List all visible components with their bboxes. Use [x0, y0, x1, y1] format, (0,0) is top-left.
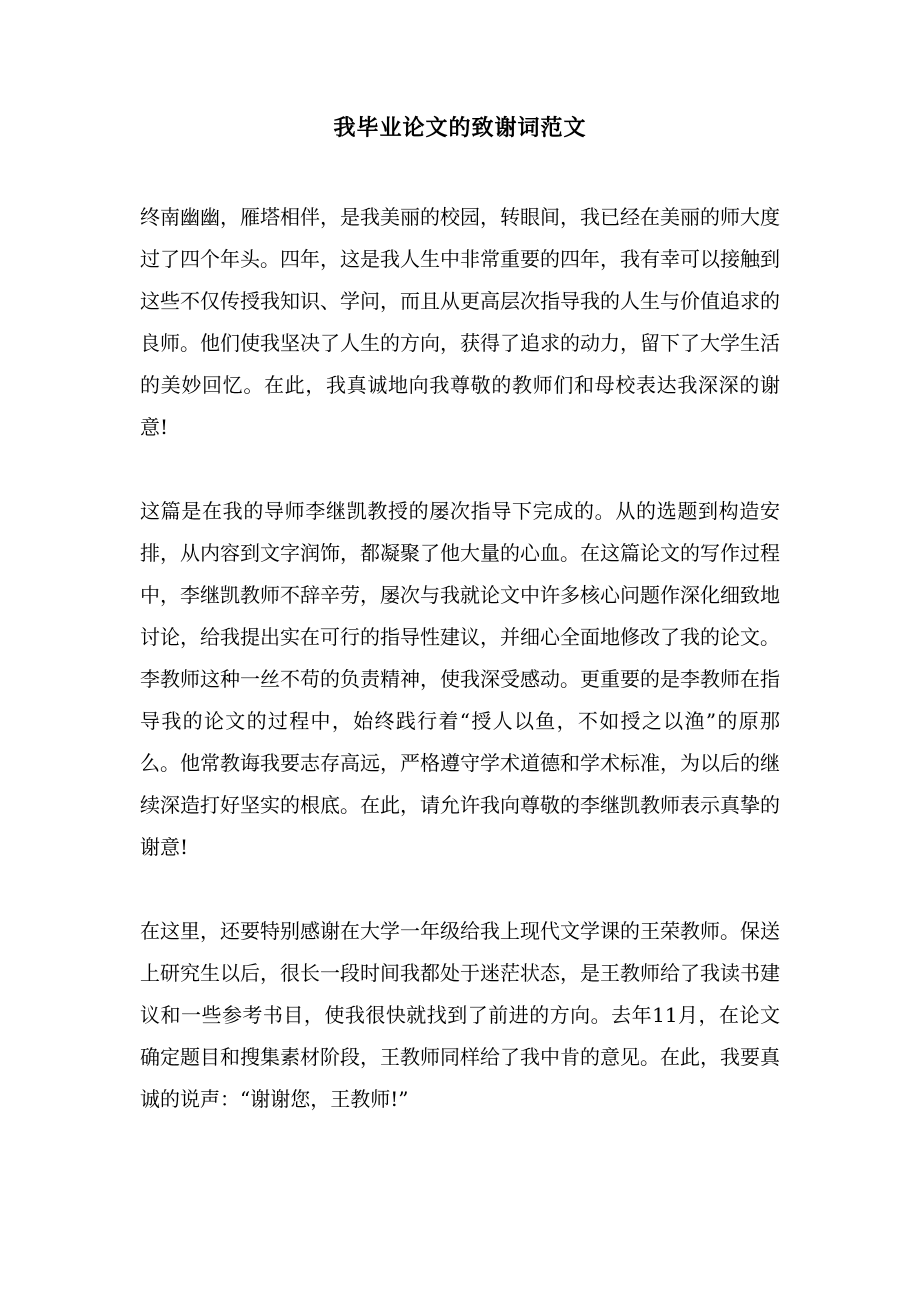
paragraph-teacher-gratitude: 在这里，还要特别感谢在大学一年级给我上现代文学课的王荣教师。保送上研究生以后，很长一段时间我都处于迷茫状态，是王教师给了我读书建议和一些参考书目，使我很快就找到了前进的方向。去年11月，在论文确定题目和搜集素材阶段，王教师同样给了我中肯的意见。在此，我要真诚的说声：“谢谢您，王教师!”: [140, 919, 780, 1111]
document-title: 我毕业论文的致谢词范文: [333, 115, 587, 141]
paragraph-campus-gratitude: 终南幽幽，雁塔相伴，是我美丽的校园，转眼间，我已经在美丽的师大度过了四个年头。四年，这是我人生中非常重要的四年，我有幸可以接触到这些不仅传授我知识、学问，而且从更高层次指导我的人生与价值追求的良师。他们使我坚决了人生的方向，获得了追求的动力，留下了大学生活的美妙回忆。在此，我真诚地向我尊敬的教师们和母校表达我深深的谢意!: [140, 205, 780, 439]
paragraph-advisor-gratitude: 这篇是在我的导师李继凯教授的屡次指导下完成的。从的选题到构造安排，从内容到文字润饰，都凝聚了他大量的心血。在这篇论文的写作过程中，李继凯教师不辞辛劳，屡次与我就论文中许多核心问题作深化细致地讨论，给我提出实在可行的指导性建议，并细心全面地修改了我的论文。李教师这种一丝不苟的负责精神，使我深受感动。更重要的是李教师在指导我的论文的过程中，始终践行着“授人以鱼，不如授之以渔”的原那么。他常教诲我要志存高远，严格遵守学术道德和学术标准，为以后的继续深造打好坚实的根底。在此，请允许我向尊敬的李继凯教师表示真挚的谢意!: [140, 499, 780, 859]
